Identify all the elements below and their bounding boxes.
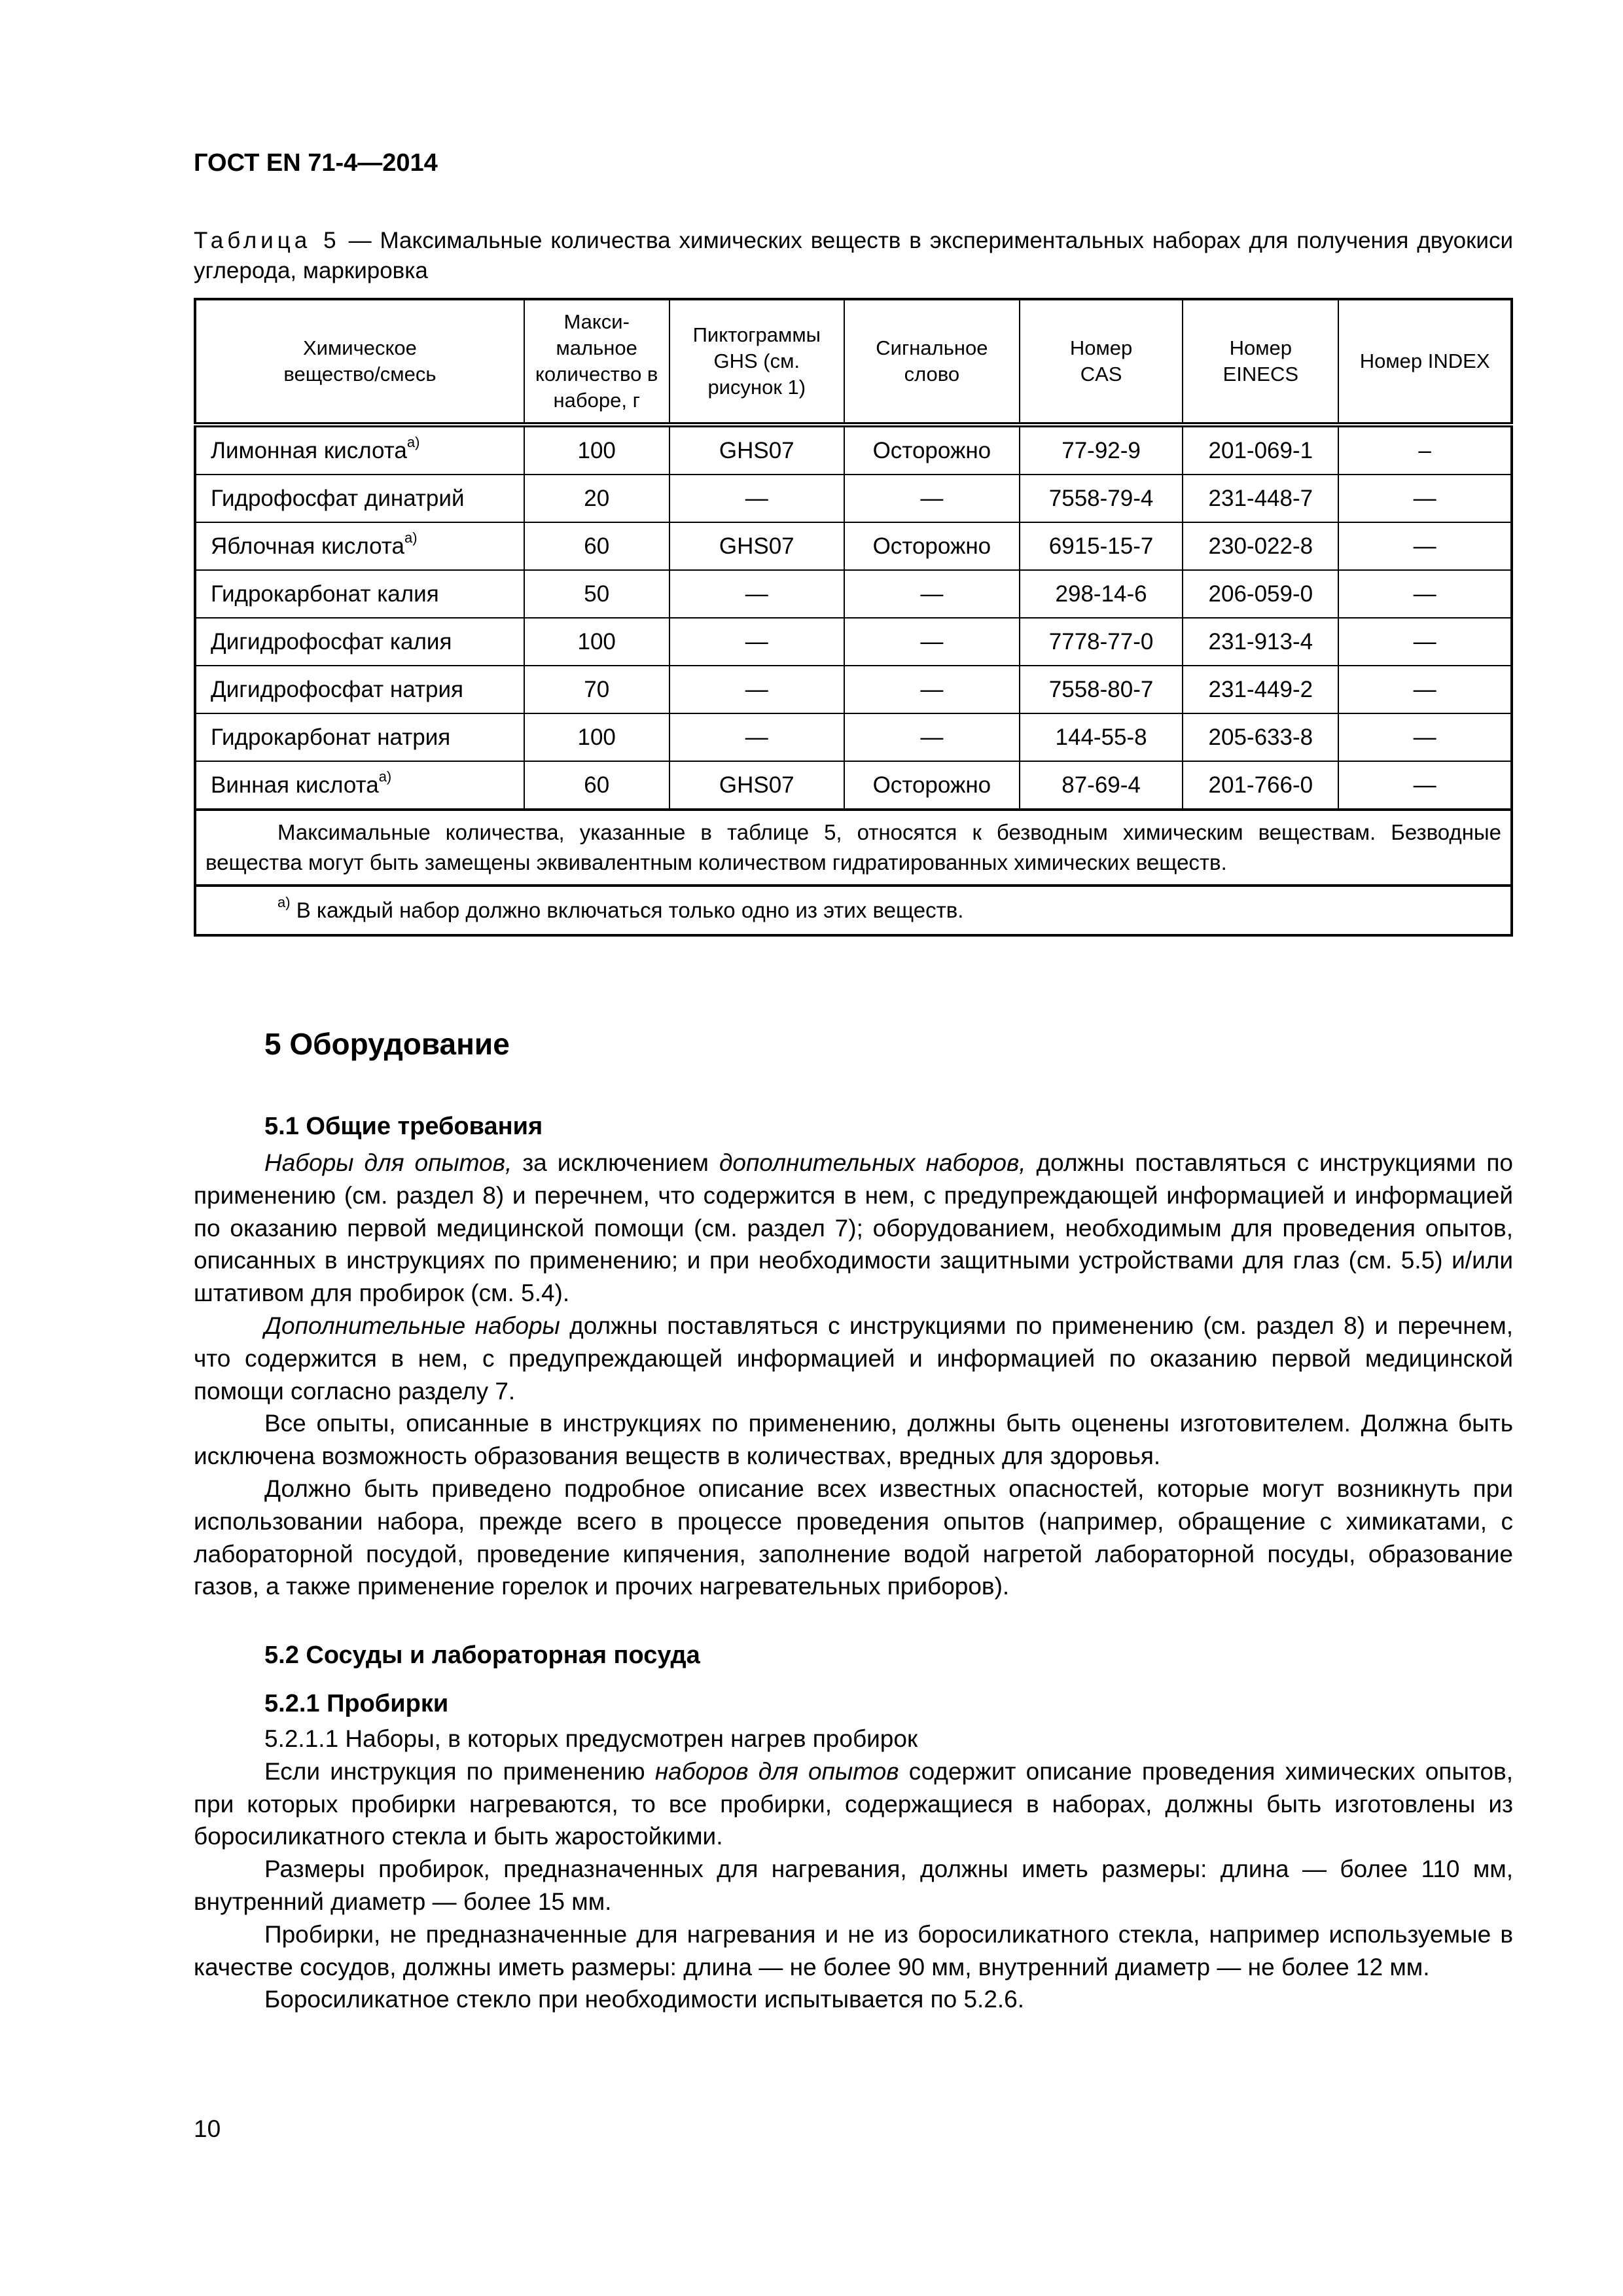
term: наборов для опытов: [654, 1757, 899, 1785]
cell-einecs: 231-913-4: [1183, 618, 1338, 666]
cell-ghs: GHS07: [669, 425, 845, 475]
footnote-mark: а): [277, 894, 291, 910]
term: дополнительных наборов,: [719, 1149, 1026, 1176]
cell-name: [195, 425, 524, 475]
substance-name: Лимонная кислота: [211, 437, 407, 463]
cell-ghs: —: [669, 570, 845, 618]
cell-name: [195, 761, 524, 810]
column-header: Сигнальное слово: [844, 299, 1020, 425]
cell-einecs: 205-633-8: [1183, 713, 1338, 761]
cell-einecs: 230-022-8: [1183, 522, 1338, 570]
cell-signal: —: [844, 570, 1020, 618]
clause-title: 5.2.1.1 Наборы, в которых предусмотрен нагрев пробирок: [264, 1725, 918, 1752]
cell-signal: Осторожно: [844, 425, 1020, 475]
paragraph: Пробирки, не предназначенные для нагревания и не из боросиликатного стекла, например используемые в качестве сосудов, должны иметь размеры: длина — не более 90 мм, внутренний диаметр — не более 12 мм.: [194, 1920, 1513, 1981]
subsection-title: 5.2.1 Пробирки: [264, 1690, 449, 1717]
table-footnote-row: [195, 886, 1512, 935]
cell-ghs: GHS07: [669, 522, 845, 570]
page-number: 10: [194, 2115, 221, 2142]
cell-name: [195, 618, 524, 666]
cell-qty: 70: [524, 666, 669, 713]
table-header-row: [195, 299, 1512, 425]
cell-index: —: [1338, 713, 1512, 761]
column-header: Номер EINECS: [1183, 299, 1338, 425]
table-caption: [194, 226, 1513, 286]
cell-signal: Осторожно: [844, 761, 1020, 810]
chemicals-table: [194, 298, 1513, 937]
cell-cas: 144-55-8: [1020, 713, 1183, 761]
table-caption-label: Таблица 5: [194, 228, 340, 253]
cell-cas: 7778-77-0: [1020, 618, 1183, 666]
footnote-mark: а): [404, 529, 418, 546]
table-row: [195, 425, 1512, 475]
cell-qty: 100: [524, 713, 669, 761]
cell-einecs: 201-069-1: [1183, 425, 1338, 475]
cell-index: —: [1338, 570, 1512, 618]
substance-name: Яблочная кислота: [211, 533, 404, 559]
subsection-title: 5.1 Общие требования: [264, 1113, 543, 1140]
footnote-mark: а): [406, 433, 420, 450]
table-row: [195, 475, 1512, 522]
cell-name: [195, 522, 524, 570]
substance-name: Винная кислота: [211, 772, 379, 798]
cell-cas: 87-69-4: [1020, 761, 1183, 810]
cell-qty: 20: [524, 475, 669, 522]
substance-name: Дигидрофосфат натрия: [211, 676, 463, 702]
table-row: [195, 570, 1512, 618]
cell-index: —: [1338, 618, 1512, 666]
section-title: 5 Оборудование: [264, 1027, 510, 1061]
paragraph: Размеры пробирок, предназначенных для нагревания, должны иметь размеры: длина — более 110 мм, внутренний диаметр — более 15 мм.: [194, 1856, 1513, 1915]
table-row: [195, 618, 1512, 666]
cell-ghs: —: [669, 666, 845, 713]
substance-name: Гидрокарбонат натрия: [211, 724, 451, 750]
column-header: Номер CAS: [1020, 299, 1183, 425]
cell-qty: 100: [524, 618, 669, 666]
column-header: Макси-мальное количество в наборе, г: [524, 299, 669, 425]
cell-cas: 7558-80-7: [1020, 666, 1183, 713]
cell-index: —: [1338, 761, 1512, 810]
cell-index: —: [1338, 666, 1512, 713]
paragraph: Должно быть приведено подробное описание всех известных опасностей, которые могут возникнуть при использовании набора, прежде всего в процессе проведения опытов (например, обращение с химикатами, с лабораторной посудой, проведение кипячения, заполнение водой нагретой лабораторной посуды, образование газов, а также применение горелок и прочих нагревательных приборов).: [194, 1475, 1513, 1600]
subsection-title: 5.2 Сосуды и лабораторная посуда: [264, 1641, 700, 1669]
paragraph: Боросиликатное стекло при необходимости испытывается по 5.2.6.: [264, 1986, 1025, 2013]
text: Если инструкция по применению: [264, 1757, 655, 1785]
cell-qty: 50: [524, 570, 669, 618]
cell-signal: —: [844, 618, 1020, 666]
cell-name: [195, 713, 524, 761]
section-5-1-body: [194, 1147, 1513, 1603]
cell-signal: —: [844, 475, 1020, 522]
table-footnote: [195, 886, 1512, 935]
cell-cas: 298-14-6: [1020, 570, 1183, 618]
cell-name: [195, 666, 524, 713]
cell-name: [195, 475, 524, 522]
cell-index: –: [1338, 425, 1512, 475]
text: должны поставляться с инструкциями по применению (см. раздел 8) и перечнем, что содержится в нем, с предупреждающей информацией и информацией по оказанию первой медицинской помощи согласно разделу 7.: [194, 1312, 1513, 1405]
substance-name: Гидрофосфат динатрий: [211, 485, 465, 511]
term: Дополнительные наборы: [264, 1312, 560, 1339]
cell-qty: 60: [524, 522, 669, 570]
cell-name: [195, 570, 524, 618]
table-caption-text: — Максимальные количества химических веществ в экспериментальных наборах для получения двуокиси углерода, маркировка: [194, 228, 1514, 283]
table-note: Максимальные количества, указанные в таблице 5, относятся к безводным химическим веществам. Безводные вещества могут быть замещены эквивалентным количеством гидратированных химических веществ.: [195, 810, 1512, 886]
cell-ghs: —: [669, 713, 845, 761]
column-header: Пиктограммы GHS (см. рисунок 1): [669, 299, 845, 425]
table-row: [195, 761, 1512, 810]
substance-name: Дигидрофосфат калия: [211, 628, 452, 655]
cell-qty: 100: [524, 425, 669, 475]
cell-signal: —: [844, 713, 1020, 761]
cell-signal: —: [844, 666, 1020, 713]
cell-index: —: [1338, 522, 1512, 570]
cell-cas: 6915-15-7: [1020, 522, 1183, 570]
cell-ghs: —: [669, 618, 845, 666]
cell-qty: 60: [524, 761, 669, 810]
footnote-text: В каждый набор должно включаться только одно из этих веществ.: [290, 898, 964, 922]
table-note-row: [195, 810, 1512, 886]
cell-einecs: 206-059-0: [1183, 570, 1338, 618]
term: Наборы для опытов,: [264, 1149, 512, 1176]
table-row: [195, 666, 1512, 713]
table-row: [195, 713, 1512, 761]
document-code: ГОСТ EN 71-4—2014: [194, 149, 438, 177]
substance-name: Гидрокарбонат калия: [211, 581, 439, 607]
text: содержит описание проведения химических опытов, при которых пробирки нагреваются, то все пробирки, содержащиеся в наборах, должны быть изготовлены из боросиликатного стекла и быть жаростойкими.: [194, 1757, 1513, 1850]
cell-ghs: —: [669, 475, 845, 522]
paragraph: Все опыты, описанные в инструкциях по применению, должны быть оценены изготовителем. Должна быть исключена возможность образования веществ в количествах, вредных для здоровья.: [194, 1410, 1513, 1470]
paragraph: [194, 1755, 1513, 1853]
paragraph: [194, 1310, 1513, 1407]
text: за исключением: [512, 1149, 719, 1176]
cell-einecs: 231-448-7: [1183, 475, 1338, 522]
footnote-mark: а): [378, 768, 392, 785]
text: должны поставляться с инструкциями по применению (см. раздел 8) и перечнем, что содержится в нем, с предупреждающей информацией и информацией по оказанию первой медицинской помощи (см. раздел 7); оборудованием, необходимым для проведения опытов, описанных в инструкциях по применению; и при необходимости защитными устройствами для глаз (см. 5.5) и/или штативом для пробирок (см. 5.4).: [194, 1149, 1514, 1307]
table-row: [195, 522, 1512, 570]
cell-ghs: GHS07: [669, 761, 845, 810]
paragraph: [194, 1147, 1513, 1310]
cell-cas: 77-92-9: [1020, 425, 1183, 475]
cell-signal: Осторожно: [844, 522, 1020, 570]
cell-einecs: 201-766-0: [1183, 761, 1338, 810]
cell-einecs: 231-449-2: [1183, 666, 1338, 713]
cell-cas: 7558-79-4: [1020, 475, 1183, 522]
section-5-2-body: [194, 1723, 1513, 2016]
column-header: Номер INDEX: [1338, 299, 1512, 425]
column-header: Химическое вещество/смесь: [195, 299, 524, 425]
cell-index: —: [1338, 475, 1512, 522]
